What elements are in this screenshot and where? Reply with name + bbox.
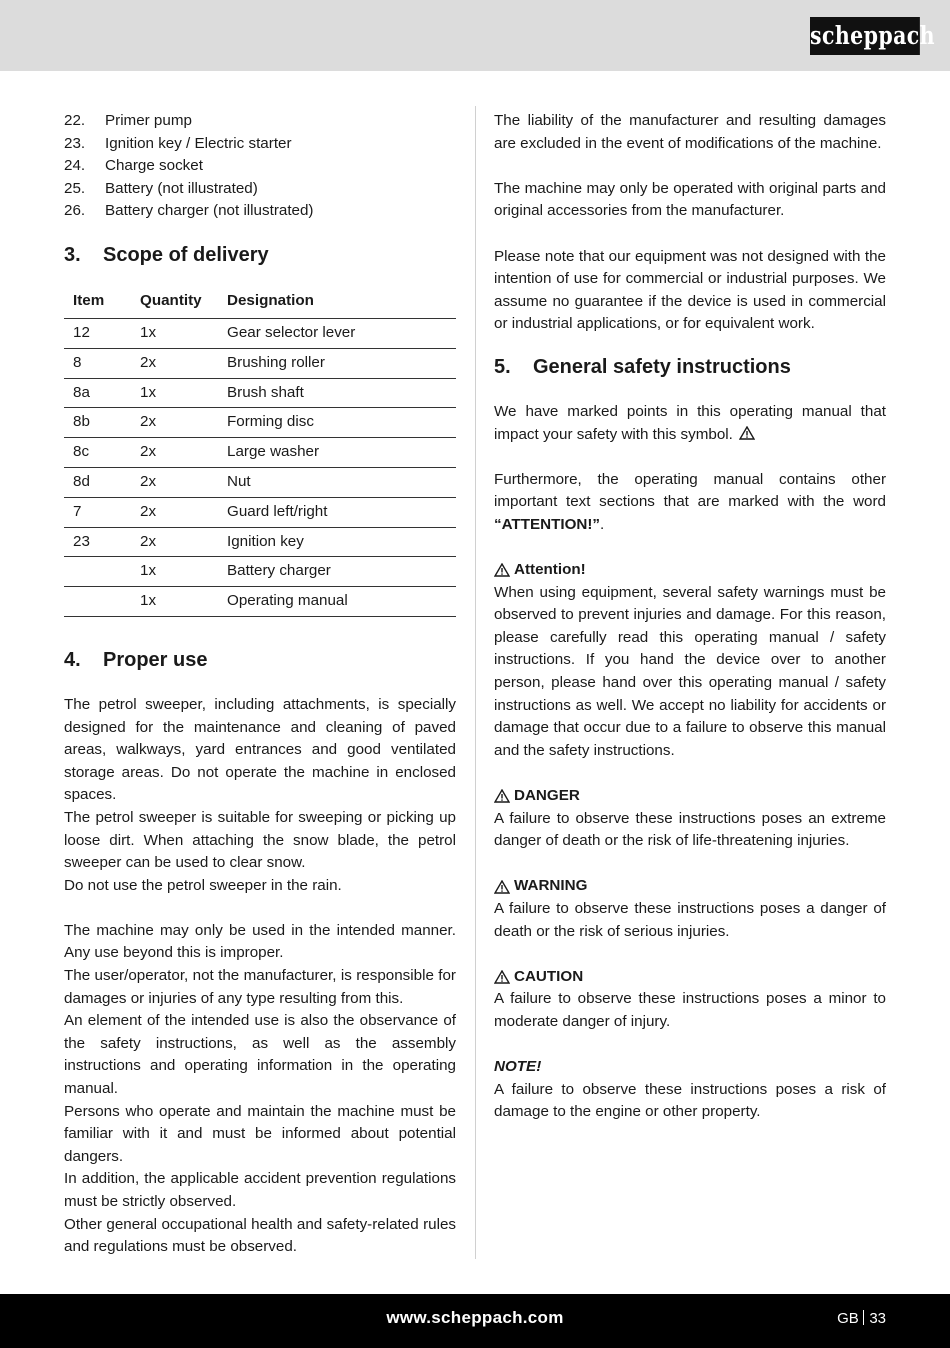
list-item: 22. Primer pump — [64, 112, 192, 129]
attention-keyword: “ATTENTION!” — [494, 515, 601, 533]
warning-heading: WARNING — [514, 877, 588, 895]
table-row: 8b 2x Forming disc — [64, 408, 456, 438]
column-header: Quantity — [131, 289, 218, 319]
separator — [863, 1310, 865, 1325]
paragraph: Do not use the petrol sweeper in the rain. — [64, 876, 342, 894]
paragraph: The petrol sweeper, including attachments, is specially designed for the maintenance and cleaning of paved areas, walkways, yard entrances and good ventilated storage areas. Do not operate the machine in enclosed spaces. — [64, 695, 456, 804]
section-heading-proper-use: 4. Proper use — [64, 648, 208, 671]
list-item: 25. Battery (not illustrated) — [64, 179, 258, 197]
paragraph: The user/operator, not the manufacturer, is responsible for damages or injuries of any type resulting from this. — [64, 967, 456, 1007]
paragraph: The petrol sweeper is suitable for sweeping or picking up loose dirt. When attaching the snow blade, the petrol sweeper can be used to clear snow. — [64, 808, 456, 872]
warning-triangle-icon — [494, 789, 510, 803]
right-column — [494, 110, 886, 1124]
table-row: 8d 2x Nut — [64, 467, 456, 497]
header-bar — [0, 0, 950, 71]
left-column — [64, 110, 456, 1259]
paragraph: A failure to observe these instructions poses a risk of damage to the engine or other property. — [494, 1080, 886, 1121]
delivery-table — [64, 289, 456, 617]
paragraph: The liability of the manufacturer and resulting damages are excluded in the event of modifications of the machine. — [494, 112, 886, 152]
list-item: 24. Charge socket — [64, 157, 203, 175]
table-row: 1x Operating manual — [64, 587, 456, 617]
paragraph: The machine may only be operated with original parts and original accessories from the manufacturer. — [494, 179, 886, 220]
column-divider — [475, 106, 476, 1259]
attention-heading: Attention! — [514, 561, 586, 579]
warning-triangle-icon — [494, 880, 510, 894]
warning-block — [494, 875, 886, 943]
warning-triangle-icon — [494, 563, 510, 577]
paragraph: Persons who operate and maintain the machine must be familiar with it and must be informed about potential dangers. — [64, 1102, 456, 1165]
caution-heading: CAUTION — [514, 967, 584, 985]
table-row: 12 1x Gear selector lever — [64, 318, 456, 348]
parts-list — [64, 110, 456, 223]
paragraph: A failure to observe these instructions poses an extreme danger of death or the risk of life-threatening injuries. — [494, 809, 886, 850]
list-item: 26. Battery charger (not illustrated) — [64, 202, 314, 220]
table-row: 7 2x Guard left/right — [64, 497, 456, 527]
paragraph: We have marked points in this operating manual that impact your safety with this symbol. — [494, 402, 886, 443]
scheppach-logo: scheppach — [810, 17, 920, 55]
note-heading: NOTE! — [494, 1058, 542, 1076]
danger-block — [494, 785, 886, 853]
warning-triangle-icon — [494, 970, 510, 984]
table-row: 8a 1x Brush shaft — [64, 378, 456, 408]
section-heading-safety: 5. General safety instructions — [494, 355, 791, 378]
table-row: 8c 2x Large washer — [64, 438, 456, 468]
paragraph: Furthermore, the operating manual contains other important text sections that are marked with the word “ATTENTION!”. — [494, 470, 886, 533]
danger-heading: DANGER — [514, 787, 580, 805]
table-row: 23 2x Ignition key — [64, 527, 456, 557]
paragraph: An element of the intended use is also the observance of the safety instructions, as well as the assembly instructions and operating information in the operating manual. — [64, 1012, 456, 1098]
paragraph: When using equipment, several safety warnings must be observed to prevent injuries and damage. For this reason, please carefully read this operating manual / safety instructions. If you hand the device over to another person, please hand over this operating manual / safety instructions as well. We accept no liability for accidents or damage that occur due to a failure to observe this manual and the safety instructions. — [494, 583, 886, 759]
column-header: Designation — [218, 289, 456, 319]
page-number: GB 33 — [837, 1310, 886, 1327]
caution-block — [494, 966, 886, 1034]
section-heading-scope: 3. Scope of delivery — [64, 243, 269, 266]
warning-triangle-icon — [739, 426, 755, 440]
paragraph: The machine may only be used in the intended manner. Any use beyond this is improper. — [64, 921, 456, 962]
proper-use-body — [64, 694, 456, 1259]
column-header: Item — [64, 289, 131, 319]
note-block — [494, 1056, 886, 1124]
paragraph: Please note that our equipment was not designed with the intention of use for commercial or industrial purposes. We assume no guarantee if the device is used in commercial or industrial applications, or for equivalent work. — [494, 247, 886, 333]
paragraph: A failure to observe these instructions poses a danger of death or the risk of serious injuries. — [494, 900, 886, 940]
paragraph: A failure to observe these instructions poses a minor to moderate danger of injury. — [494, 990, 886, 1030]
list-item: 23. Ignition key / Electric starter — [64, 134, 292, 152]
table-row: 8 2x Brushing roller — [64, 348, 456, 378]
table-row: 1x Battery charger — [64, 557, 456, 587]
attention-block — [494, 559, 886, 762]
table-header-row — [64, 289, 456, 319]
paragraph: In addition, the applicable accident prevention regulations must be strictly observed. — [64, 1170, 456, 1210]
paragraph: Other general occupational health and safety-related rules and regulations must be observed. — [64, 1215, 456, 1256]
footer-bar — [0, 1294, 950, 1348]
website-url: www.scheppach.com — [386, 1308, 564, 1327]
